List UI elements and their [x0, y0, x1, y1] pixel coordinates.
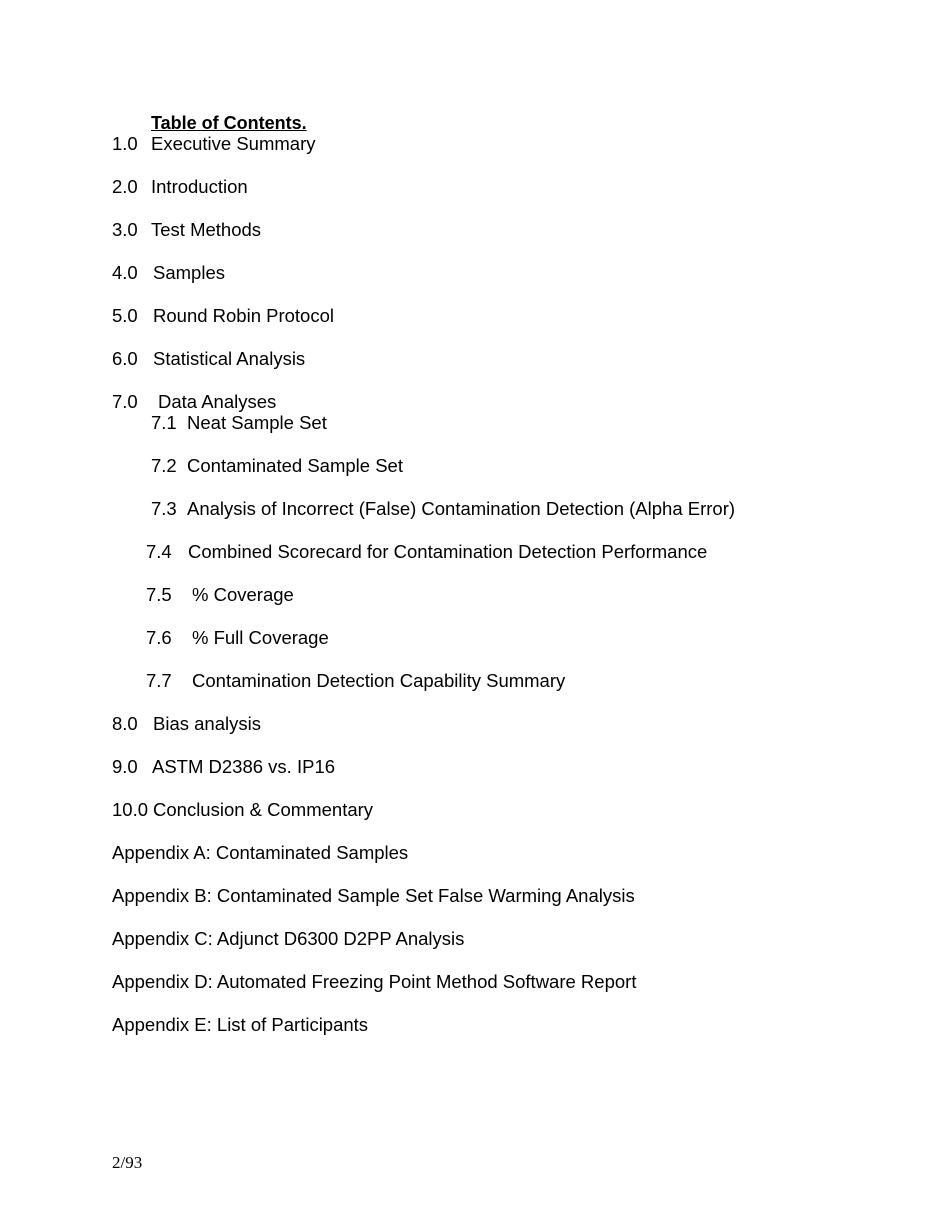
toc-entry-title: Samples — [153, 262, 225, 283]
toc-entry-number: 10.0 — [112, 799, 149, 820]
toc-entry-number: 4.0 — [112, 262, 138, 283]
toc-entry-title: Bias analysis — [153, 713, 261, 734]
toc-entry-number: 1.0 — [112, 133, 138, 154]
toc-entry-title: % Coverage — [192, 584, 294, 605]
appendix-b: Appendix B: Contaminated Sample Set False Warming Analysis — [112, 885, 635, 906]
page-number: 2/93 — [112, 1153, 143, 1172]
toc-entry-title: Contamination Detection Capability Summary — [192, 670, 566, 691]
toc-entry-number: 7.5 — [146, 584, 172, 605]
toc-entry-title: Round Robin Protocol — [153, 305, 334, 326]
toc-entry-number: 6.0 — [112, 348, 138, 369]
toc-entry-title: Executive Summary — [151, 133, 316, 154]
toc-entry-title: Analysis of Incorrect (False) Contamination Detection (Alpha Error) — [187, 498, 736, 519]
appendix-d: Appendix D: Automated Freezing Point Method Software Report — [112, 971, 637, 992]
toc-entry-title: Conclusion & Commentary — [153, 799, 374, 820]
toc-entry-title: Statistical Analysis — [153, 348, 306, 369]
toc-entry-number: 7.4 — [146, 541, 172, 562]
toc-entry-number: 2.0 — [112, 176, 138, 197]
toc-entry-title: Contaminated Sample Set — [187, 455, 403, 476]
appendix-c: Appendix C: Adjunct D6300 D2PP Analysis — [112, 928, 465, 949]
toc-entry-number: 7.3 — [151, 498, 177, 519]
appendix-a: Appendix A: Contaminated Samples — [112, 842, 409, 863]
toc-title: Table of Contents. — [151, 113, 307, 133]
toc-entry-number: 8.0 — [112, 713, 138, 734]
toc-entry-number: 5.0 — [112, 305, 138, 326]
toc-entry-number: 3.0 — [112, 219, 138, 240]
toc-entry-number: 7.2 — [151, 455, 177, 476]
toc-entry-title: ASTM D2386 vs. IP16 — [152, 756, 336, 777]
toc-entry-number: 9.0 — [112, 756, 138, 777]
toc-entry-title: % Full Coverage — [192, 627, 329, 648]
toc-entry-title: Combined Scorecard for Contamination Detection Performance — [188, 541, 708, 562]
toc-entry-number: 7.7 — [146, 670, 172, 691]
toc-entry-title: Test Methods — [151, 219, 262, 240]
toc-entry-number: 7.1 — [151, 412, 177, 433]
toc-entry-title: Introduction — [151, 176, 248, 197]
toc-entry-number: 7.0 — [112, 391, 138, 412]
toc-entry-title: Data Analyses — [158, 391, 277, 412]
appendix-e: Appendix E: List of Participants — [112, 1014, 369, 1035]
toc-entry-number: 7.6 — [146, 627, 172, 648]
toc-entry-title: Neat Sample Set — [187, 412, 327, 433]
